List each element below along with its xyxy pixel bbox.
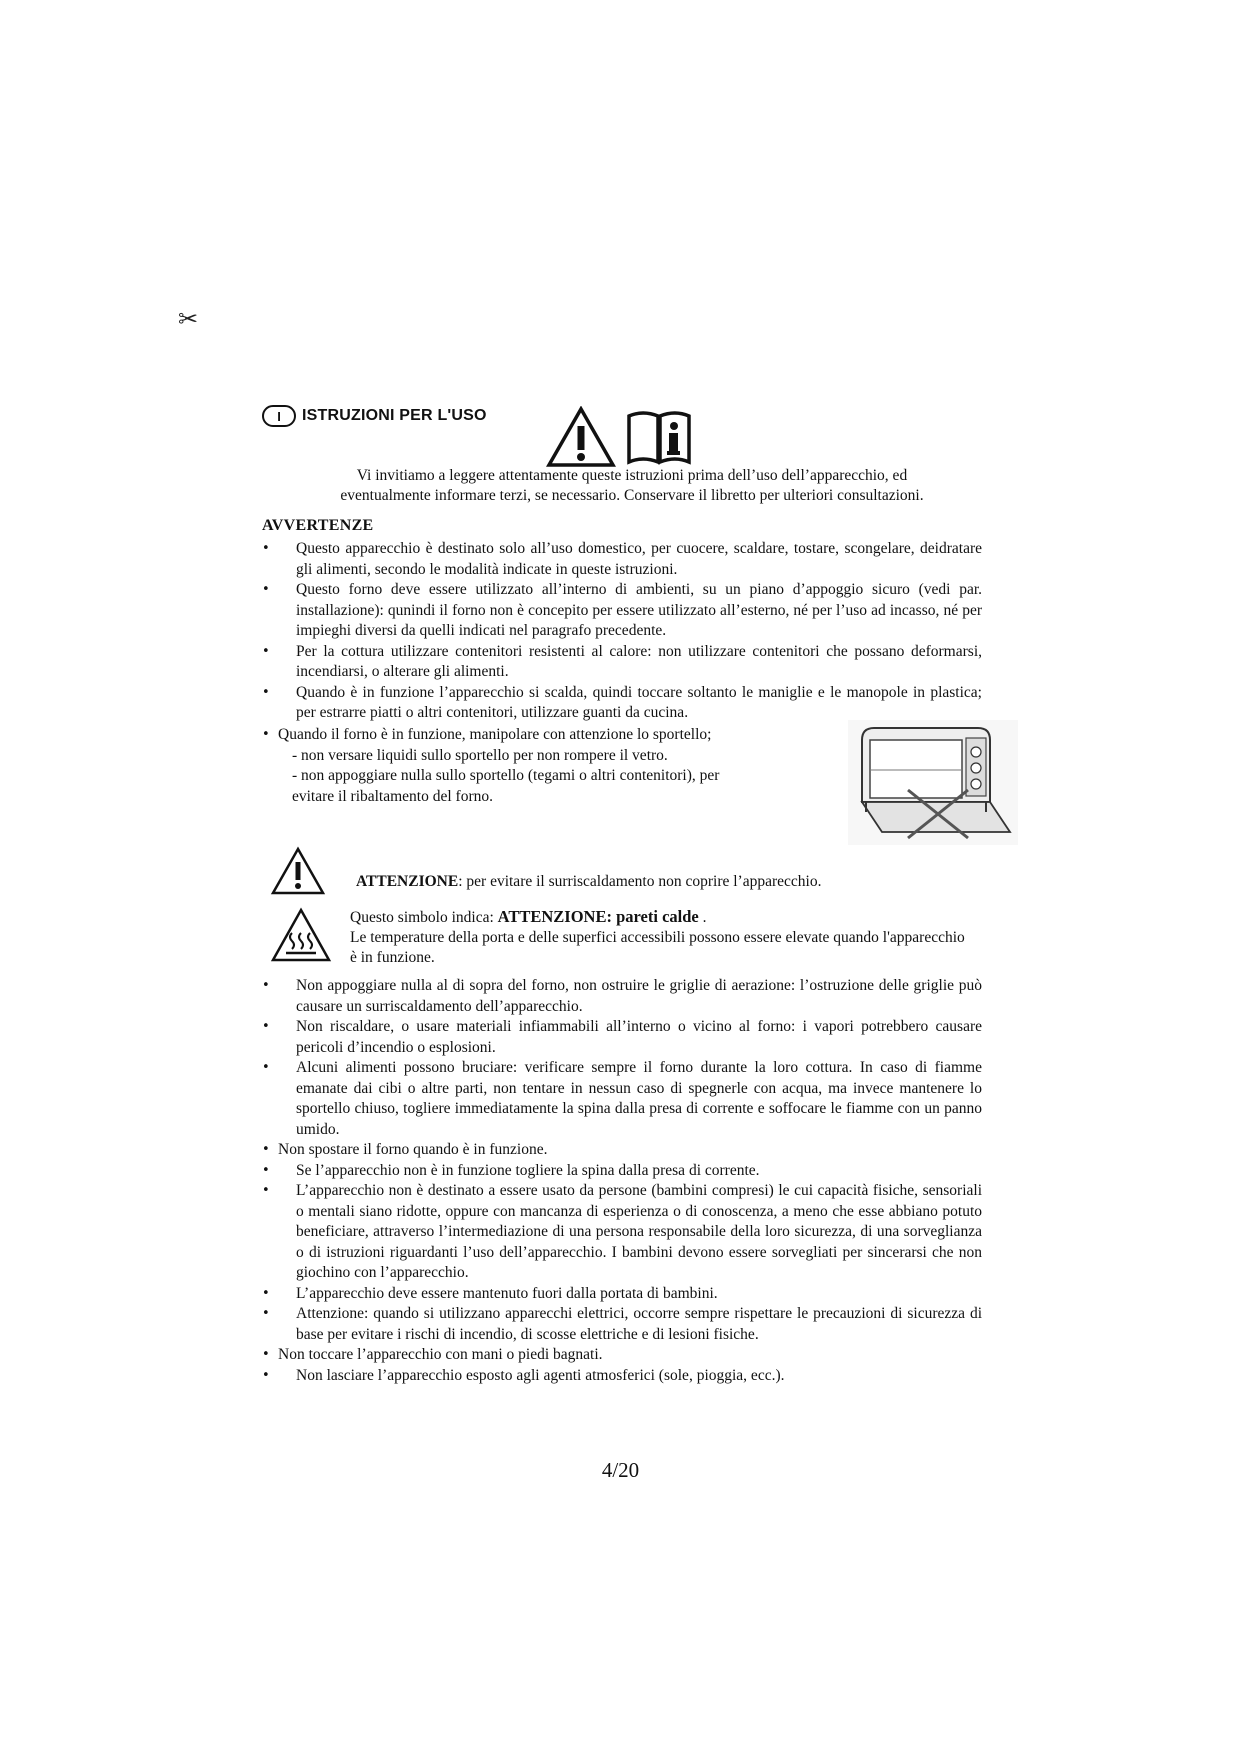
- hot-surface-prefix: Questo simbolo indica:: [350, 909, 498, 926]
- page-number: 4/20: [601, 1458, 640, 1482]
- warning-item: [262, 1181, 982, 1284]
- warning-triangle-icon: [546, 406, 616, 468]
- warning-text: Non appoggiare nulla al di sopra del forno, non ostruire le griglie di aerazione: l’ostruzione delle griglie può causare un surriscaldamento dell’apparecchio.: [296, 977, 982, 1015]
- bullet-icon: •: [262, 1306, 270, 1321]
- header-icons: [546, 406, 692, 468]
- door-sub-item: evitare il ribaltamento del forno.: [292, 787, 493, 805]
- bullet-icon: •: [262, 1019, 270, 1034]
- info-manual-icon: [626, 406, 692, 466]
- warning-text: Non spostare il forno quando è in funzione.: [278, 1141, 548, 1158]
- warning-item: [262, 976, 982, 1017]
- section-title-warnings: AVVERTENZE: [262, 517, 374, 534]
- warning-text: Se l’apparecchio non è in funzione togliere la spina dalla presa di corrente.: [296, 1161, 760, 1179]
- hot-surface-heading: [350, 907, 970, 928]
- warning-item: [262, 1345, 982, 1366]
- bullet-icon: •: [262, 1183, 270, 1198]
- warning-item: [262, 1058, 982, 1140]
- warning-item: [262, 539, 982, 580]
- attention-notice: [270, 846, 821, 896]
- bullet-icon: •: [262, 541, 270, 556]
- intro-paragraph: [262, 466, 1002, 506]
- bullet-icon: •: [262, 643, 270, 659]
- manual-header: [262, 405, 487, 427]
- warning-item: [262, 1284, 982, 1305]
- bullet-icon: •: [262, 1142, 270, 1157]
- warning-text: Non lasciare l’apparecchio esposto agli agenti atmosferici (sole, pioggia, ecc.).: [296, 1366, 785, 1384]
- bullet-icon: •: [262, 1367, 270, 1383]
- bullet-icon: •: [262, 684, 270, 700]
- hot-surface-icon: [270, 907, 332, 963]
- warning-triangle-icon: [270, 846, 326, 896]
- hot-surface-body: Le temperature della porta e delle superfici accessibili possono essere elevate quando l'apparecchio è in funzione.: [350, 929, 965, 966]
- warning-item: [262, 1161, 982, 1182]
- attention-text: [356, 873, 821, 891]
- warning-text: Questo apparecchio è destinato solo all’uso domestico, per cuocere, scaldare, tostare, scongelare, deidratare gli alimenti, secondo le modalità indicate in queste istruzioni.: [296, 540, 982, 578]
- warning-text: Attenzione: quando si utilizzano apparecchi elettrici, occorre sempre rispettare le precauzioni di sicurezza di base per evitare i rischi di incendio, di scosse elettriche e di lesioni fisiche.: [296, 1305, 982, 1343]
- bullet-icon: •: [262, 1060, 270, 1075]
- bullet-icon: •: [262, 978, 270, 993]
- bullet-icon: •: [262, 1347, 270, 1362]
- warning-item: [262, 580, 982, 642]
- warnings-list-bottom: [262, 976, 982, 1386]
- hot-surface-suffix: .: [698, 909, 707, 926]
- warning-item: [262, 1017, 982, 1058]
- door-sub-item: - non versare liquidi sullo sportello per non rompere il vetro.: [292, 746, 668, 764]
- hot-surface-label: ATTENZIONE: pareti calde: [497, 907, 699, 926]
- intro-line: Vi invitiamo a leggere attentamente queste istruzioni prima dell’uso dell’apparecchio, ed: [356, 467, 908, 484]
- bullet-icon: •: [262, 1162, 270, 1178]
- page-title: ISTRUZIONI PER L'USO: [302, 407, 487, 424]
- language-badge: I: [262, 405, 296, 427]
- warnings-list-top: [262, 539, 982, 724]
- warning-text: L’apparecchio deve essere mantenuto fuori dalla portata di bambini.: [296, 1284, 718, 1302]
- warning-text: L’apparecchio non è destinato a essere usato da persone (bambini compresi) le cui capacità fisiche, sensoriali o mentali siano ridotte, oppure con mancanza di esperienza o di conoscenza, a meno che esse abbiano potuto beneficiare, attraverso l’intermediazione di una persona responsabile della loro sicurezza, di una sorveglianza o di istruzioni riguardanti l’uso dell’apparecchio. I bambini devono essere sorvegliati per sincerarsi che non giochino con l’apparecchio.: [296, 1182, 982, 1281]
- attention-body: : per evitare il surriscaldamento non coprire l’apparecchio.: [458, 873, 822, 890]
- bullet-icon: •: [262, 1285, 270, 1301]
- oven-door-illustration: [848, 720, 1018, 845]
- door-warning-block: [262, 725, 822, 807]
- bullet-icon: •: [262, 582, 270, 597]
- door-warning-text: Quando il forno è in funzione, manipolare con attenzione lo sportello;: [278, 726, 712, 743]
- warning-text: Non riscaldare, o usare materiali infiammabili all’interno o vicino al forno: i vapori potrebbero causare pericoli d’incendio o esplosioni.: [296, 1018, 982, 1056]
- scissors-icon: ✂: [178, 305, 199, 333]
- warning-item: [262, 1366, 982, 1387]
- door-warning-intro: [262, 725, 822, 746]
- attention-label: ATTENZIONE: [356, 873, 459, 890]
- hot-surface-text: [350, 907, 970, 968]
- warning-item: [262, 642, 982, 683]
- warning-text: Per la cottura utilizzare contenitori resistenti al calore: non utilizzare contenitori che possano deformarsi, incendiarsi, o alterare gli alimenti.: [296, 642, 982, 680]
- intro-line: eventualmente informare terzi, se necessario. Conservare il libretto per ulteriori consultazioni.: [340, 487, 924, 504]
- warning-item: [262, 1140, 982, 1161]
- warning-text: Alcuni alimenti possono bruciare: verificare sempre il forno durante la loro cottura. In caso di fiamme emanate dai cibi o altre parti, non tentare in nessun caso di spegnerle con acqua, ma invece mantenere lo sportello chiuso, togliere immediatamente la spina dalla presa di corrente e soffocare le fiamme con un panno umido.: [296, 1059, 982, 1138]
- warning-text: Quando è in funzione l’apparecchio si scalda, quindi toccare soltanto le maniglie e le manopole in plastica; per estrarre piatti o altri contenitori, utilizzare guanti da cucina.: [296, 683, 982, 721]
- warning-text: Questo forno deve essere utilizzato all’interno di ambienti, su un piano d’appoggio sicuro (vedi par. installazione): qunindi il forno non è concepito per essere utilizzato all’esterno, né per l’uso ad incasso, né per impieghi diversi da quelli indicati nel paragrafo precedente.: [296, 581, 982, 639]
- warning-item: [262, 683, 982, 724]
- warning-item: [262, 1304, 982, 1345]
- warning-text: Non toccare l’apparecchio con mani o piedi bagnati.: [278, 1346, 603, 1363]
- bullet-icon: •: [262, 727, 270, 742]
- door-sub-item: - non appoggiare nulla sullo sportello (tegami o altri contenitori), per: [292, 767, 720, 784]
